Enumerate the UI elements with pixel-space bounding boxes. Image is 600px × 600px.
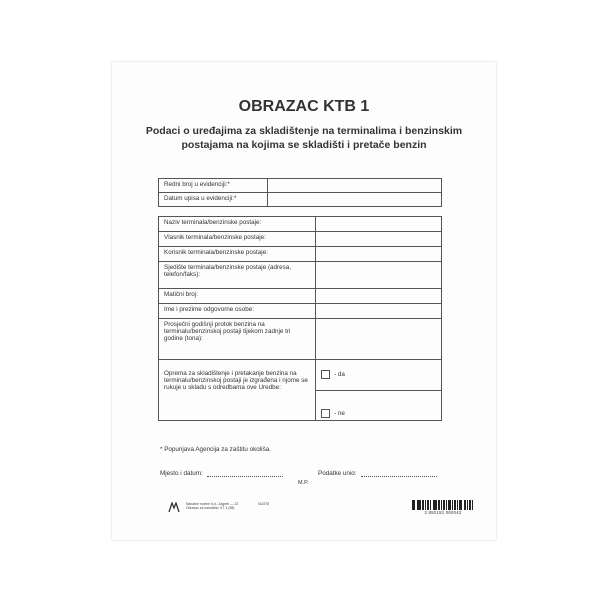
barcode-bar bbox=[430, 500, 431, 510]
stamp-label: M.P. bbox=[298, 480, 309, 486]
table-row bbox=[159, 262, 442, 289]
equipment-label: Oprema za skladištenje i pretakanje benzina na terminalu/benzinskoj postaji je izgrađena i njome se rukuje u skladu s odredbama ove Uredbe: bbox=[159, 360, 316, 421]
table-row bbox=[159, 217, 442, 232]
registry-date-field[interactable] bbox=[268, 193, 442, 207]
yes-option-label: - da bbox=[334, 371, 345, 379]
barcode bbox=[412, 500, 474, 515]
publisher-footer bbox=[168, 502, 269, 513]
entered-by-signature bbox=[318, 470, 437, 477]
barcode-bar bbox=[435, 500, 436, 510]
barcode-bars bbox=[412, 500, 474, 510]
responsible-person-field[interactable] bbox=[316, 304, 442, 319]
barcode-bar bbox=[461, 500, 462, 510]
owner-label: Vlasnik terminala/benzinske postaje: bbox=[159, 232, 316, 247]
table-row bbox=[159, 360, 442, 391]
table-row bbox=[159, 232, 442, 247]
form-page bbox=[112, 62, 496, 540]
barcode-number: 3 850152 060042 bbox=[424, 510, 462, 515]
registry-number-field[interactable] bbox=[268, 179, 442, 193]
no-checkbox[interactable] bbox=[321, 409, 330, 418]
entered-by-line[interactable] bbox=[361, 470, 437, 477]
registry-table bbox=[158, 178, 442, 207]
publisher-logo-icon bbox=[168, 502, 180, 513]
owner-field[interactable] bbox=[316, 232, 442, 247]
registration-number-field[interactable] bbox=[316, 289, 442, 304]
no-option-label: - ne bbox=[334, 410, 345, 417]
headquarters-field[interactable] bbox=[316, 262, 442, 289]
table-row bbox=[159, 319, 442, 360]
table-row bbox=[159, 289, 442, 304]
form-title: OBRAZAC KTB 1 bbox=[238, 98, 370, 115]
barcode-bar bbox=[465, 500, 466, 510]
station-name-label: Naziv terminala/benzinske postaje: bbox=[159, 217, 316, 232]
publisher-line: Narodne novine d.d., Zagreb — 22 bbox=[186, 502, 239, 506]
barcode-bar bbox=[449, 500, 450, 510]
equipment-no-cell bbox=[316, 390, 442, 421]
headquarters-label: Sjedište terminala/benzinske postaje (adresa, telefon/faks): bbox=[159, 262, 316, 289]
barcode-bar bbox=[428, 500, 429, 510]
yes-checkbox[interactable] bbox=[321, 370, 330, 379]
barcode-bar bbox=[470, 500, 471, 510]
table-row bbox=[159, 247, 442, 262]
form-subtitle: Podaci o uređajima za skladištenje na terminalima i benzinskim postajama na kojima se skladišti i pretače benzin bbox=[145, 125, 463, 151]
footnote: * Popunjava Agencija za zaštitu okoliša. bbox=[160, 446, 271, 453]
barcode-bar bbox=[455, 500, 456, 510]
barcode-bar bbox=[419, 500, 420, 510]
registry-number-label: Redni broj u evidenciji:* bbox=[159, 179, 268, 193]
place-date-line[interactable] bbox=[207, 470, 283, 477]
user-label: Korisnik terminala/benzinske postaje: bbox=[159, 247, 316, 262]
equipment-yes-cell bbox=[316, 360, 442, 391]
barcode-bar bbox=[441, 500, 442, 510]
user-field[interactable] bbox=[316, 247, 442, 262]
table-row bbox=[159, 179, 442, 193]
publisher-line: Obrazac za narudžbu: KT-1 (98) bbox=[186, 506, 235, 511]
place-date-signature bbox=[160, 470, 283, 477]
form-code: 011578 bbox=[258, 502, 270, 506]
registry-date-label: Datum upisa u evidenciji:* bbox=[159, 193, 268, 207]
details-table bbox=[158, 216, 442, 421]
registration-number-label: Matični broj: bbox=[159, 289, 316, 304]
entered-by-label: Podatke unio: bbox=[318, 470, 357, 477]
station-name-field[interactable] bbox=[316, 217, 442, 232]
table-row bbox=[159, 193, 442, 207]
throughput-field[interactable] bbox=[316, 319, 442, 360]
publisher-imprint bbox=[186, 502, 246, 510]
barcode-bar bbox=[446, 500, 447, 510]
place-date-label: Mjesto i datum: bbox=[160, 470, 203, 477]
barcode-bar bbox=[423, 500, 424, 510]
table-row bbox=[159, 304, 442, 319]
barcode-bar bbox=[414, 500, 415, 510]
throughput-label: Prosječni godišnji protok benzina na terminalu/benzinskoj postaji tijekom zadnje tri godine (tona): bbox=[159, 319, 316, 360]
responsible-person-label: Ime i prezime odgovorne osobe: bbox=[159, 304, 316, 319]
